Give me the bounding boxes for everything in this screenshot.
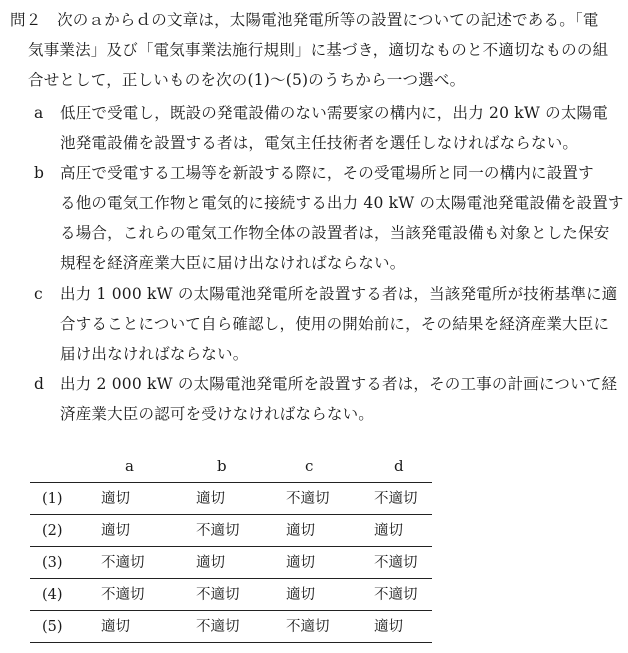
statement-line: 高圧で受電する工場等を新設する際に，その受電場所と同一の構内に設置す [60,164,594,182]
header-a: a [125,457,134,475]
cell-d: 不適切 [374,587,418,603]
cell-b: 不適切 [196,523,240,539]
statement-label: c [34,285,43,303]
statement-line: 低圧で受電し，既設の発電設備のない需要家の構内に，出力 20 kW の太陽電 [60,104,608,122]
cell-c: 不適切 [286,619,330,635]
option-number: (5) [42,619,63,635]
statement-label: a [34,104,44,122]
table-row [30,482,432,515]
statement-line: る他の電気工作物と電気的に接続する出力 40 kW の太陽電池発電設備を設置す [60,194,624,212]
option-number: (4) [42,587,63,603]
cell-c: 適切 [286,587,315,603]
option-number: (2) [42,523,63,539]
cell-c: 適切 [286,523,315,539]
table-row [30,515,432,547]
table-row [30,579,432,611]
statement-label: b [34,164,44,182]
option-number: (3) [42,555,63,571]
cell-a: 不適切 [101,587,145,603]
statement-line: 規程を経済産業大臣に届け出なければならない。 [60,254,406,272]
cell-b: 適切 [196,491,225,507]
cell-c: 適切 [286,555,315,571]
cell-d: 不適切 [374,555,418,571]
cell-b: 不適切 [196,619,240,635]
cell-b: 不適切 [196,587,240,603]
cell-c: 不適切 [286,491,330,507]
statement-line: る場合，これらの電気工作物全体の設置者は，当該発電設備も対象とした保安 [60,224,610,242]
cell-d: 適切 [374,619,403,635]
table-row [30,611,432,643]
question-line: 気事業法」及び「電気事業法施行規則」に基づき，適切なものと不適切なものの組 [28,41,609,59]
statement-line: 届け出なければならない。 [60,345,249,363]
answer-table [30,452,432,643]
statement-line: 出力 2 000 kW の太陽電池発電所を設置する者は，その工事の計画について経 [60,375,618,393]
cell-a: 適切 [101,619,130,635]
option-number: (1) [42,491,63,507]
cell-a: 不適切 [101,555,145,571]
statement-line: 池発電設備を設置する者は，電気主任技術者を選任しなければならない。 [60,134,579,152]
question-line: 合せとして，正しいものを次の(1)～(5)のうちから一つ選べ。 [28,71,466,89]
statement-label: d [34,375,44,393]
table-row [30,547,432,579]
cell-a: 適切 [101,491,130,507]
question-line: 問２ 次のａからｄの文章は，太陽電池発電所等の設置についての記述である。「電 [10,11,599,29]
cell-d: 適切 [374,523,403,539]
header-d: d [394,457,404,475]
table-header [30,452,432,482]
cell-b: 適切 [196,555,225,571]
cell-a: 適切 [101,523,130,539]
statement-line: 出力 1 000 kW の太陽電池発電所を設置する者は，当該発電所が技術基準に適 [60,285,618,303]
statement-line: 済産業大臣の認可を受けなければならない。 [60,405,375,423]
header-b: b [217,457,227,475]
cell-d: 不適切 [374,491,418,507]
header-c: c [305,457,314,475]
statement-line: 合することについて自ら確認し，使用の開始前に，その結果を経済産業大臣に [60,315,610,333]
